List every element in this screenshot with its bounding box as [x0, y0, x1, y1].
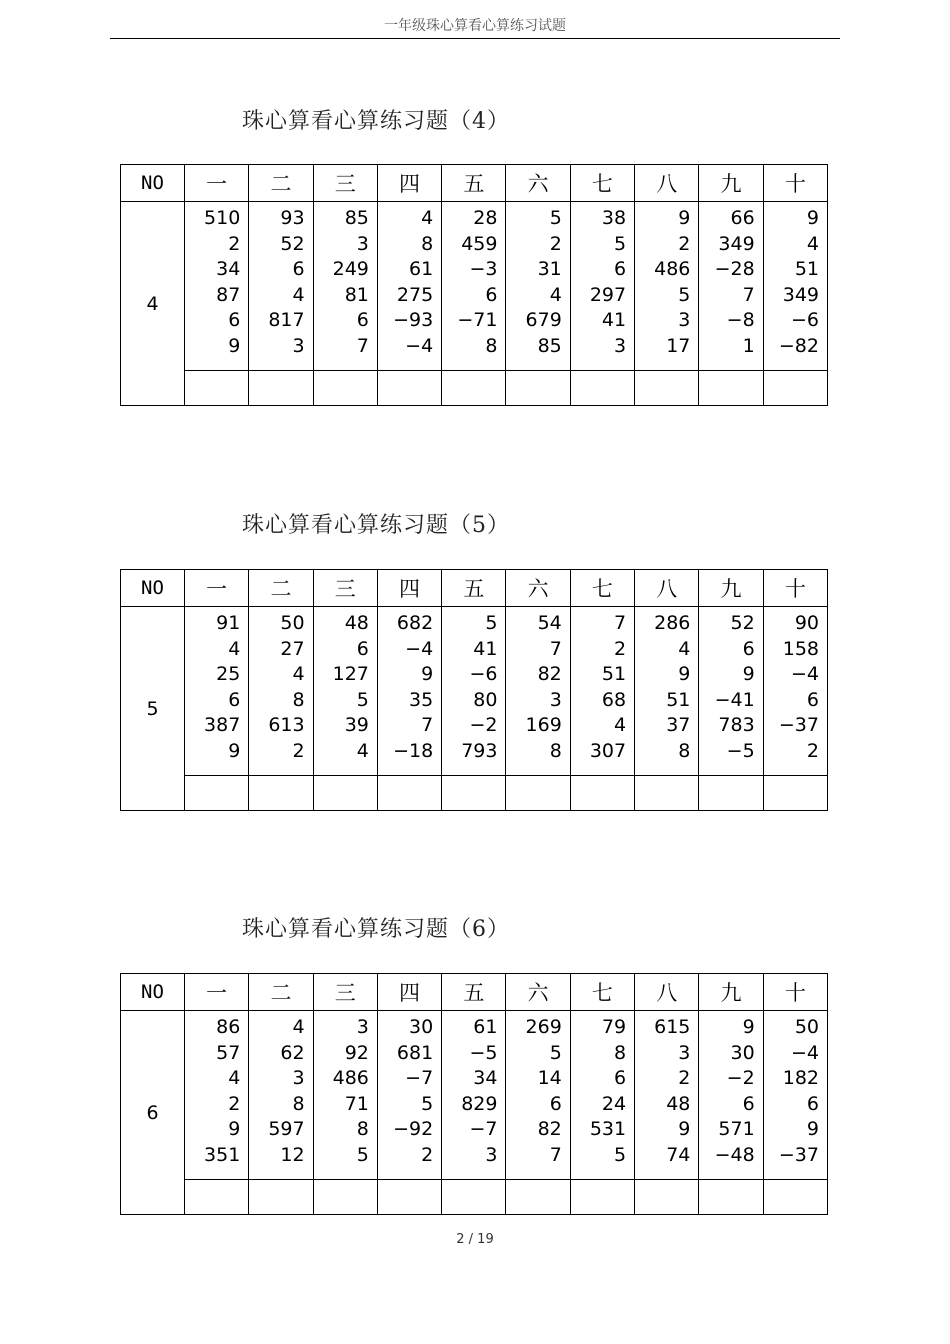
exercise-title: 珠心算看心算练习题（4） [242, 109, 510, 134]
column-header: 九 [699, 570, 763, 607]
addend: 269 [525, 1016, 562, 1038]
addend: 9 [742, 663, 755, 686]
answer-box[interactable] [249, 776, 313, 811]
addend: −48 [714, 1143, 755, 1166]
problem-column [377, 202, 441, 371]
addend: 349 [718, 232, 755, 255]
exercise-number: 4 [121, 202, 185, 406]
exercise-number: 6 [121, 1011, 185, 1215]
problem-column [699, 607, 763, 776]
addend: 66 [730, 207, 755, 229]
answer-box[interactable] [442, 776, 506, 811]
addend: 79 [601, 1016, 627, 1038]
addend: 510 [204, 207, 241, 229]
problem-row [121, 202, 828, 371]
addend: 682 [396, 612, 434, 634]
addend: 51 [666, 688, 691, 711]
addend: 5 [485, 612, 498, 634]
addend: 41 [473, 637, 498, 660]
addend: 51 [794, 258, 819, 281]
addend: 6 [806, 1092, 819, 1115]
addend: 48 [666, 1092, 691, 1115]
addend: 351 [204, 1143, 241, 1166]
addend: 5 [613, 1143, 627, 1166]
addend: 24 [601, 1092, 627, 1115]
addend: 9 [678, 207, 691, 229]
addend: 8 [292, 688, 305, 711]
addend: 182 [782, 1067, 819, 1090]
addend: 51 [601, 663, 627, 686]
addend: 1 [742, 334, 755, 357]
addend: 679 [525, 309, 562, 332]
addend: 387 [204, 714, 241, 737]
addend: 3 [678, 1041, 691, 1064]
problem-column [699, 1011, 763, 1180]
addend: 2 [678, 1067, 691, 1090]
addend: 783 [718, 714, 755, 737]
answer-box[interactable] [699, 1180, 763, 1215]
addend: −6 [790, 309, 819, 332]
addend: 4 [678, 637, 691, 660]
problem-column [185, 202, 249, 371]
problem-column [506, 1011, 570, 1180]
addend: 2 [549, 232, 562, 255]
addend: 9 [678, 1118, 691, 1141]
problem-column [249, 1011, 313, 1180]
column-header: 三 [313, 165, 377, 202]
addend: 6 [613, 1067, 627, 1090]
addend: 37 [666, 714, 691, 737]
column-header: 一 [185, 570, 249, 607]
addend: 48 [344, 612, 369, 634]
addend: 7 [356, 334, 369, 357]
addend: 5 [549, 1041, 562, 1064]
addend: 9 [228, 739, 241, 762]
column-header: 四 [377, 165, 441, 202]
answer-box[interactable] [313, 1180, 377, 1215]
addend: −2 [726, 1067, 755, 1090]
column-header: 十 [763, 165, 827, 202]
addend: 2 [228, 1092, 241, 1115]
column-header: 一 [185, 974, 249, 1011]
addend: 86 [216, 1016, 241, 1038]
problem-column [442, 202, 506, 371]
addend: 4 [292, 283, 305, 306]
column-header: 六 [506, 974, 570, 1011]
answer-box[interactable] [699, 371, 763, 406]
addend: 81 [344, 283, 369, 306]
addend: 87 [216, 283, 241, 306]
addend: 8 [613, 1041, 627, 1064]
addend: −7 [469, 1118, 498, 1141]
problem-row [121, 607, 828, 776]
column-header: 二 [249, 165, 313, 202]
addend: −37 [778, 714, 819, 737]
addend: 35 [409, 688, 434, 711]
addend: 85 [344, 207, 369, 229]
addend: 6 [228, 688, 241, 711]
column-header: 四 [377, 570, 441, 607]
addend: 9 [421, 663, 434, 686]
answer-box[interactable] [763, 1180, 827, 1215]
no-header: NO [121, 570, 185, 607]
addend: 4 [228, 1067, 241, 1090]
addend: 7 [549, 637, 562, 660]
header-row [121, 165, 828, 202]
addend: 28 [473, 207, 498, 229]
answer-box[interactable] [249, 371, 313, 406]
addend: 61 [473, 1016, 498, 1038]
addend: 169 [525, 714, 562, 737]
addend: 5 [549, 207, 562, 229]
column-header: 二 [249, 570, 313, 607]
addend: 17 [666, 334, 691, 357]
answer-box[interactable] [763, 776, 827, 811]
addend: −4 [790, 1041, 819, 1064]
addend: 62 [280, 1041, 305, 1064]
problem-column [506, 607, 570, 776]
addend: 2 [292, 739, 305, 762]
addend: 597 [268, 1118, 305, 1141]
problem-column [185, 607, 249, 776]
answer-box[interactable] [185, 1180, 249, 1215]
addend: 681 [396, 1041, 434, 1064]
answer-box[interactable] [377, 371, 441, 406]
problem-column [377, 607, 441, 776]
column-header: 九 [699, 165, 763, 202]
addend: 9 [678, 663, 691, 686]
problem-column [570, 607, 634, 776]
column-header: 十 [763, 974, 827, 1011]
column-header: 八 [635, 974, 699, 1011]
addend: 80 [473, 688, 498, 711]
header-row [121, 974, 828, 1011]
addend: 4 [292, 663, 305, 686]
addend: 8 [485, 334, 498, 357]
problem-column [377, 1011, 441, 1180]
addend: 9 [742, 1016, 755, 1038]
addend: −41 [714, 688, 755, 711]
addend: 6 [356, 637, 369, 660]
addend: 3 [613, 334, 627, 357]
addend: 2 [806, 739, 819, 762]
problem-column [185, 1011, 249, 1180]
addend: 8 [678, 739, 691, 762]
problem-column [763, 202, 827, 371]
addend: 4 [806, 232, 819, 255]
column-header: 十 [763, 570, 827, 607]
addend: 9 [806, 1118, 819, 1141]
header-row [121, 570, 828, 607]
addend: 61 [409, 258, 434, 281]
exercise-table [120, 164, 828, 406]
problem-column [442, 607, 506, 776]
addend: 3 [292, 1067, 305, 1090]
answer-box[interactable] [249, 1180, 313, 1215]
addend: 52 [280, 232, 305, 255]
addend: 486 [654, 258, 691, 281]
column-header: 六 [506, 570, 570, 607]
addend: 9 [228, 1118, 241, 1141]
problem-column [635, 607, 699, 776]
addend: 6 [742, 1092, 755, 1115]
problem-column [635, 202, 699, 371]
answer-box[interactable] [570, 1180, 634, 1215]
addend: 6 [292, 258, 305, 281]
addend: 7 [549, 1143, 562, 1166]
column-header: 七 [570, 974, 634, 1011]
addend: 7 [613, 612, 627, 634]
addend: −37 [778, 1143, 819, 1166]
addend: 486 [332, 1067, 369, 1090]
addend: 34 [216, 258, 241, 281]
problem-column [699, 202, 763, 371]
column-header: 三 [313, 974, 377, 1011]
addend: 2 [678, 232, 691, 255]
answer-box[interactable] [506, 1180, 570, 1215]
addend: 307 [589, 739, 627, 762]
column-header: 八 [635, 165, 699, 202]
answer-box[interactable] [313, 371, 377, 406]
answer-box[interactable] [570, 776, 634, 811]
addend: 52 [730, 612, 755, 634]
addend: 829 [461, 1092, 498, 1115]
column-header: 五 [442, 570, 506, 607]
answer-box[interactable] [635, 371, 699, 406]
column-header: 五 [442, 974, 506, 1011]
addend: −6 [469, 663, 498, 686]
problem-column [313, 607, 377, 776]
addend: −3 [469, 258, 498, 281]
addend: 3 [292, 334, 305, 357]
exercise-number: 5 [121, 607, 185, 811]
addend: 38 [601, 207, 627, 229]
addend: −2 [469, 714, 498, 737]
addend: 74 [666, 1143, 691, 1166]
addend: 531 [589, 1118, 627, 1141]
addend: 3 [549, 688, 562, 711]
answer-box[interactable] [506, 776, 570, 811]
column-header: 五 [442, 165, 506, 202]
addend: 8 [356, 1118, 369, 1141]
exercise-title: 珠心算看心算练习题（5） [242, 513, 510, 538]
addend: 6 [613, 258, 627, 281]
addend: −82 [778, 334, 819, 357]
column-header: 七 [570, 165, 634, 202]
column-header: 七 [570, 570, 634, 607]
addend: 30 [730, 1041, 755, 1064]
addend: 349 [782, 283, 819, 306]
addend: 6 [549, 1092, 562, 1115]
addend: 71 [344, 1092, 369, 1115]
problem-column [249, 202, 313, 371]
addend: −4 [790, 663, 819, 686]
addend: −4 [405, 334, 434, 357]
addend: 6 [228, 309, 241, 332]
problem-column [506, 202, 570, 371]
answer-box[interactable] [313, 776, 377, 811]
addend: 6 [485, 283, 498, 306]
addend: 6 [806, 688, 819, 711]
addend: 5 [356, 688, 369, 711]
addend: −7 [405, 1067, 434, 1090]
addend: 41 [601, 309, 627, 332]
addend: 817 [268, 309, 305, 332]
addend: 4 [421, 207, 434, 229]
problem-column [249, 607, 313, 776]
addend: 459 [461, 232, 498, 255]
addend: 30 [409, 1016, 434, 1038]
answer-box[interactable] [377, 1180, 441, 1215]
addend: 25 [216, 663, 241, 686]
problem-column [635, 1011, 699, 1180]
problem-column [570, 202, 634, 371]
addend: −93 [393, 309, 434, 332]
addend: 571 [718, 1118, 755, 1141]
problem-column [570, 1011, 634, 1180]
addend: 2 [613, 637, 627, 660]
addend: 5 [678, 283, 691, 306]
addend: −71 [457, 309, 498, 332]
exercise-table [120, 973, 828, 1215]
column-header: 三 [313, 570, 377, 607]
addend: −4 [405, 637, 434, 660]
addend: 82 [537, 663, 562, 686]
addend: 3 [485, 1143, 498, 1166]
answer-row [121, 776, 828, 811]
addend: 286 [654, 612, 691, 634]
answer-row [121, 1180, 828, 1215]
addend: 275 [396, 283, 434, 306]
answer-box[interactable] [185, 776, 249, 811]
problem-row [121, 1011, 828, 1180]
addend: 57 [216, 1041, 241, 1064]
no-header: NO [121, 165, 185, 202]
answer-box[interactable] [442, 1180, 506, 1215]
answer-row [121, 371, 828, 406]
addend: 615 [654, 1016, 691, 1038]
problem-column [442, 1011, 506, 1180]
problem-column [313, 202, 377, 371]
column-header: 八 [635, 570, 699, 607]
problem-column [313, 1011, 377, 1180]
addend: 91 [216, 612, 241, 634]
addend: 90 [794, 612, 819, 634]
addend: 31 [537, 258, 562, 281]
no-header: NO [121, 974, 185, 1011]
addend: 7 [421, 714, 434, 737]
addend: 5 [613, 232, 627, 255]
addend: 93 [280, 207, 305, 229]
addend: 297 [589, 283, 627, 306]
addend: 4 [228, 637, 241, 660]
addend: 3 [678, 309, 691, 332]
addend: 27 [280, 637, 305, 660]
addend: −5 [726, 739, 755, 762]
addend: 5 [421, 1092, 434, 1115]
addend: 50 [280, 612, 305, 634]
problem-column [763, 607, 827, 776]
answer-box[interactable] [506, 371, 570, 406]
addend: 34 [473, 1067, 498, 1090]
addend: 158 [782, 637, 819, 660]
answer-box[interactable] [763, 371, 827, 406]
addend: 5 [356, 1143, 369, 1166]
addend: 6 [356, 309, 369, 332]
answer-box[interactable] [635, 1180, 699, 1215]
addend: 12 [280, 1143, 305, 1166]
answer-box[interactable] [377, 776, 441, 811]
addend: −28 [714, 258, 755, 281]
addend: 127 [332, 663, 369, 686]
addend: 3 [356, 232, 369, 255]
page-header: 一年级珠心算看心算练习试题 [110, 16, 840, 39]
addend: 793 [461, 739, 498, 762]
column-header: 九 [699, 974, 763, 1011]
addend: 9 [228, 334, 241, 357]
answer-box[interactable] [635, 776, 699, 811]
exercise-title: 珠心算看心算练习题（6） [242, 917, 510, 942]
addend: −18 [393, 739, 434, 762]
addend: 68 [601, 688, 627, 711]
addend: 7 [742, 283, 755, 306]
answer-box[interactable] [185, 371, 249, 406]
addend: 8 [292, 1092, 305, 1115]
addend: −8 [726, 309, 755, 332]
addend: 4 [292, 1016, 305, 1038]
column-header: 一 [185, 165, 249, 202]
addend: 249 [332, 258, 369, 281]
addend: −5 [469, 1041, 498, 1064]
problem-column [763, 1011, 827, 1180]
addend: 2 [228, 232, 241, 255]
addend: 8 [549, 739, 562, 762]
addend: 6 [742, 637, 755, 660]
addend: 4 [356, 739, 369, 762]
page-number: 2 / 19 [456, 1232, 494, 1247]
addend: 8 [421, 232, 434, 255]
addend: 4 [613, 714, 627, 737]
addend: 2 [421, 1143, 434, 1166]
column-header: 六 [506, 165, 570, 202]
addend: 82 [537, 1118, 562, 1141]
answer-box[interactable] [699, 776, 763, 811]
answer-box[interactable] [570, 371, 634, 406]
column-header: 四 [377, 974, 441, 1011]
addend: 50 [794, 1016, 819, 1038]
addend: 4 [549, 283, 562, 306]
addend: 92 [344, 1041, 369, 1064]
addend: 85 [537, 334, 562, 357]
answer-box[interactable] [442, 371, 506, 406]
column-header: 二 [249, 974, 313, 1011]
addend: 14 [537, 1067, 562, 1090]
addend: 54 [537, 612, 562, 634]
addend: 9 [806, 207, 819, 229]
exercise-table [120, 569, 828, 811]
addend: 3 [356, 1016, 369, 1038]
addend: 39 [344, 714, 369, 737]
addend: −92 [393, 1118, 434, 1141]
addend: 613 [268, 714, 305, 737]
